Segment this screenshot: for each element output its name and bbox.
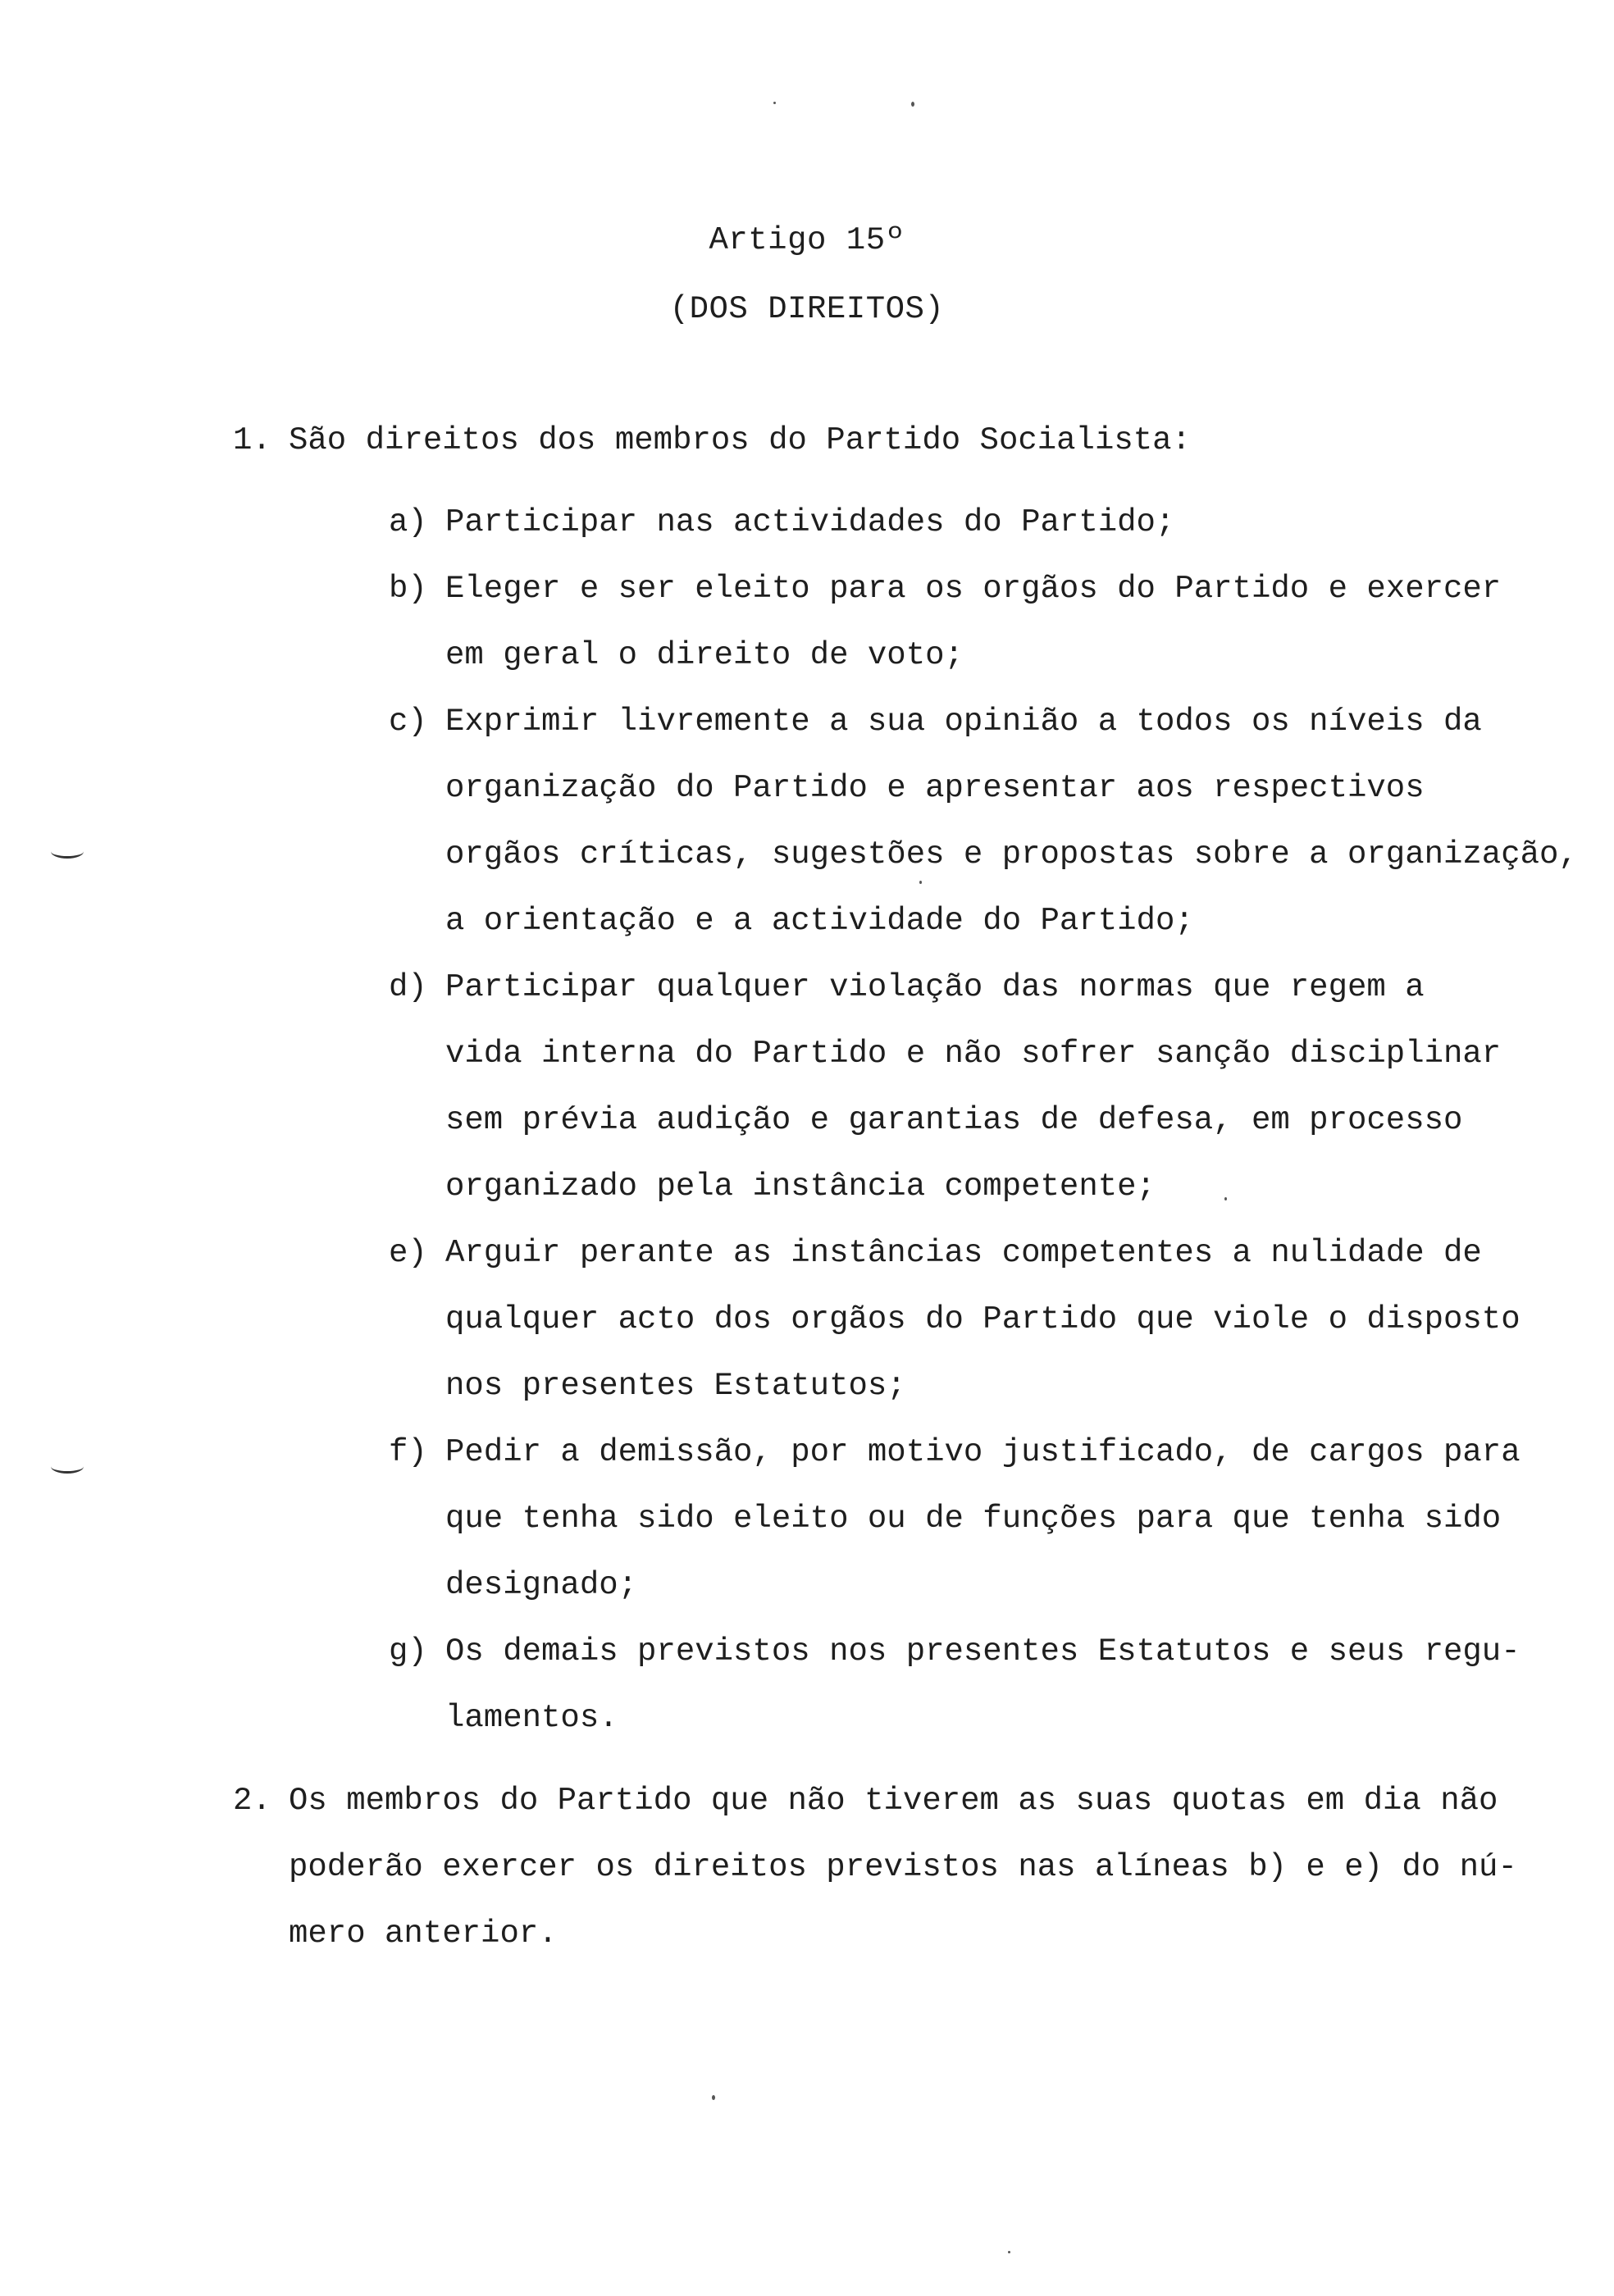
item-text: Participar qualquer violação das normas que regem a vida interna do Partido e não sofrer sanção disciplinar sem prévia audição e garantias de defesa, em processo organizado pela instância competente;	[445, 969, 1502, 1205]
scan-speck	[712, 2095, 715, 2100]
scan-speck	[911, 102, 914, 107]
item-marker: e)	[389, 1235, 427, 1271]
item-text: Pedir a demissão, por motivo justificado, de cargos para que tenha sido eleito ou de funções para que tenha sido designado;	[445, 1434, 1521, 1603]
item-text: Eleger e ser eleito para os orgãos do Partido e exercer em geral o direito de voto;	[445, 571, 1502, 673]
scan-speck	[1008, 2251, 1010, 2253]
clause-number: 1.	[233, 422, 271, 458]
article-subtitle: (DOS DIREITOS)	[669, 291, 945, 327]
item-marker: g)	[389, 1633, 427, 1670]
article-title: Artigo 15º	[709, 222, 905, 258]
punch-hole-mark	[51, 845, 84, 859]
item-text: Exprimir livremente a sua opinião a todos os níveis da organização do Partido e apresentar aos respectivos orgãos críticas, sugestões e propostas sobre a organização, a orientação e a actividade do Partido;	[445, 704, 1578, 939]
item-text: Arguir perante as instâncias competentes a nulidade de qualquer acto dos orgãos do Partido que viole o disposto nos presentes Estatutos;	[445, 1235, 1521, 1404]
scan-speck	[919, 881, 922, 884]
item-marker: d)	[389, 969, 427, 1005]
item-marker: b)	[389, 571, 427, 607]
clause-text: Os membros do Partido que não tiverem as suas quotas em dia não poderão exercer os direitos previstos nas alíneas b) e e) do nú- mero anterior.	[289, 1783, 1517, 1952]
item-text: Participar nas actividades do Partido;	[445, 504, 1175, 540]
scan-speck	[1224, 1197, 1227, 1200]
clause-number: 2.	[233, 1783, 271, 1819]
item-marker: a)	[389, 504, 427, 540]
item-text: Os demais previstos nos presentes Estatutos e seus regu- lamentos.	[445, 1633, 1521, 1736]
scan-speck	[773, 102, 776, 104]
item-marker: f)	[389, 1434, 427, 1470]
punch-hole-mark	[51, 1460, 84, 1474]
clause-text: São direitos dos membros do Partido Socialista:	[289, 422, 1191, 458]
item-marker: c)	[389, 704, 427, 740]
